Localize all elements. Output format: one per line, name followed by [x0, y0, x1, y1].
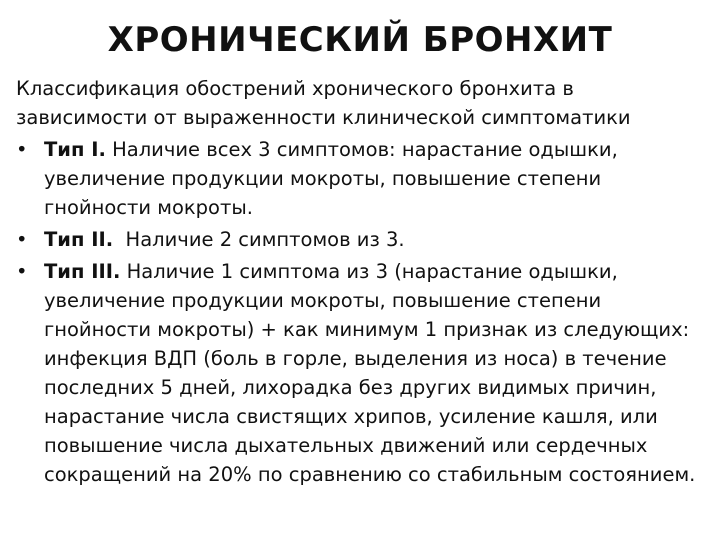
- slide-body: [16, 74, 708, 489]
- item-text: Наличие 2 симптомов из 3.: [113, 228, 405, 251]
- bullet-icon: [16, 225, 36, 254]
- item-label: Тип I.: [44, 138, 106, 161]
- bullet-icon: [16, 257, 36, 286]
- item-text: Наличие всех 3 симптомов: нарастание одышки, увеличение продукции мокроты, повышение степени гнойности мокроты.: [44, 138, 618, 219]
- bullet-icon: [16, 135, 36, 164]
- item-text: Наличие 1 симптома из 3 (нарастание одышки, увеличение продукции мокроты, повышение степени гнойности мокроты) + как минимум 1 признак из следующих: инфекция ВДП (боль в горле, выделения из носа) в течение последних 5 дней, лихорадка без других видимых причин, нарастание числа свистящих хрипов, усиление кашля, или повышение числа дыхательных движений или сердечных сокращений на 20% по сравнению со стабильным состоянием.: [44, 260, 696, 486]
- list-item-type-2: [16, 225, 708, 254]
- list-item-type-1: [16, 135, 708, 222]
- list-item-type-3: [16, 257, 708, 489]
- intro-paragraph: Классификация обострений хронического бронхита в зависимости от выраженности клинической симптоматики: [16, 77, 631, 129]
- slide-title: ХРОНИЧЕСКИЙ БРОНХИТ: [107, 20, 613, 60]
- item-label: Тип III.: [44, 260, 121, 283]
- classification-list: [16, 135, 708, 489]
- item-label: Тип II.: [44, 228, 114, 251]
